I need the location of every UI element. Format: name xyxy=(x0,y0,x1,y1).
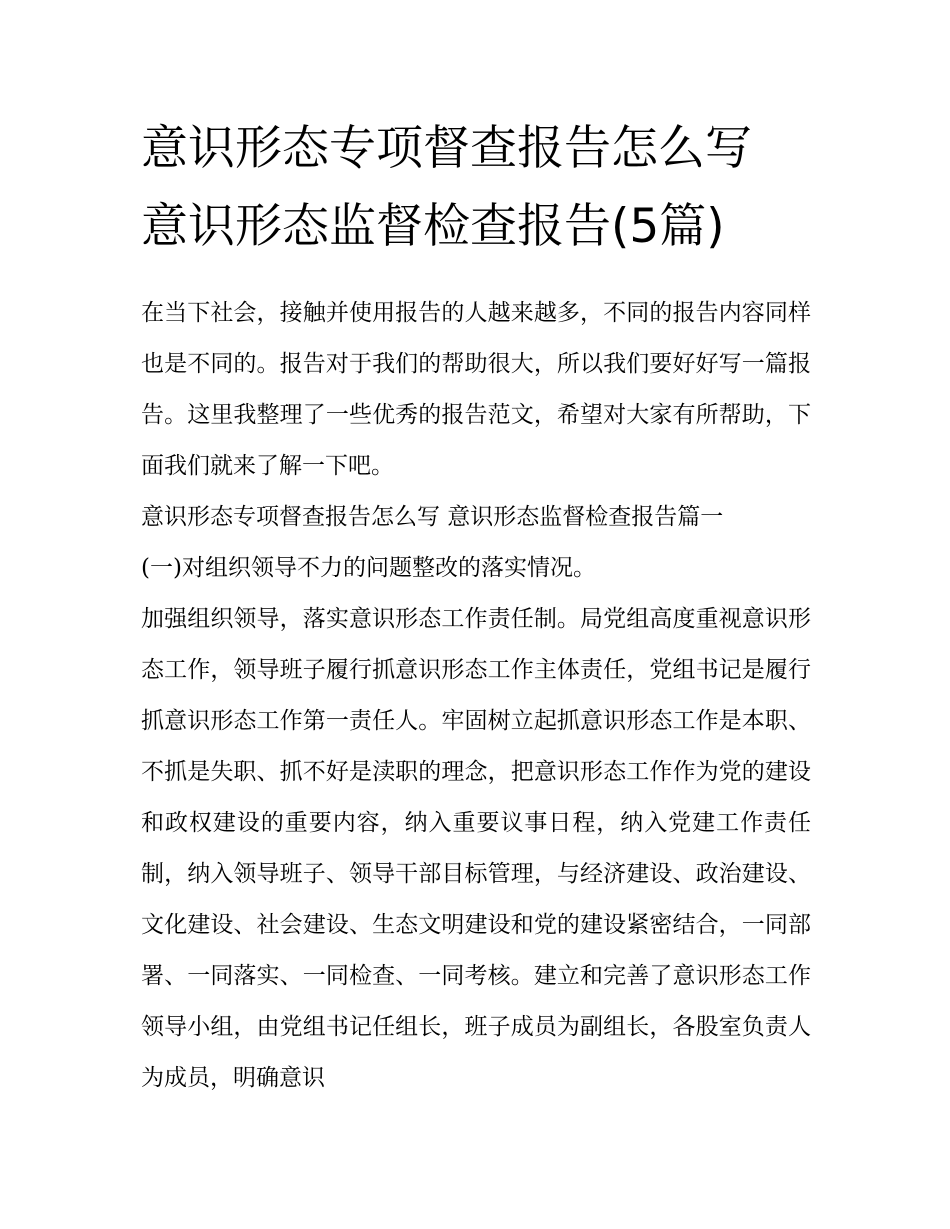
title-line-1: 意识形态专项督查报告怎么写 xyxy=(141,121,752,176)
title-line-2: 意识形态监督检查报告(5篇) xyxy=(141,199,725,254)
section-heading: 意识形态专项督查报告怎么写 意识形态监督检查报告篇一 xyxy=(141,504,724,530)
intro-paragraph: 在当下社会，接触并使用报告的人越来越多，不同的报告内容同样也是不同的。报告对于我们的帮助很大，所以我们要好好写一篇报告。这里我整理了一些优秀的报告范文，希望对大家有所帮助，下面我们就来了解一下吧。 xyxy=(141,300,811,479)
body-paragraph: 加强组织领导，落实意识形态工作责任制。局党组高度重视意识形态工作，领导班子履行抓意识形态工作主体责任，党组书记是履行抓意识形态工作第一责任人。牢固树立起抓意识形态工作是本职、不抓是失职、抓不好是渎职的理念，把意识形态工作作为党的建设和政权建设的重要内容，纳入重要议事日程，纳入党建工作责任制，纳入领导班子、领导干部目标管理，与经济建设、政治建设、文化建设、社会建设、生态文明建设和党的建设紧密结合，一同部署、一同落实、一同检查、一同考核。建立和完善了意识形态工作领导小组，由党组书记任组长，班子成员为副组长，各股室负责人为成员，明确意识 xyxy=(141,606,811,1091)
document-title xyxy=(141,110,811,266)
document-page xyxy=(141,110,811,1104)
section-subheading: (一)对组织领导不力的问题整改的落实情况。 xyxy=(141,555,596,581)
